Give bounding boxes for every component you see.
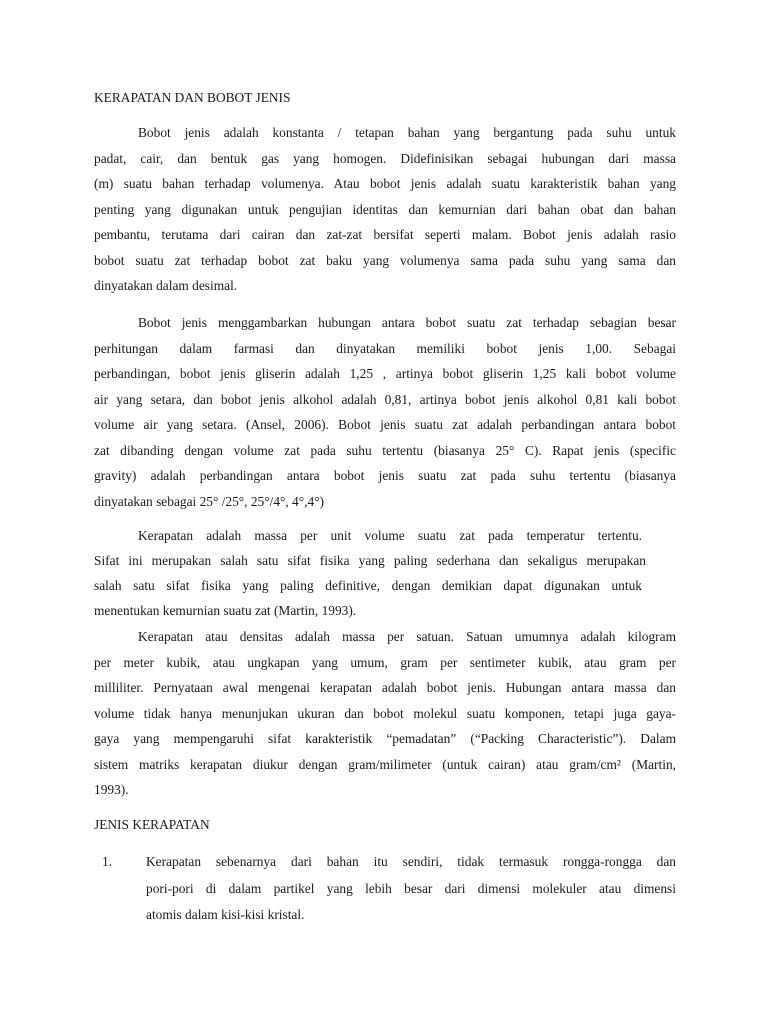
text-line: gaya yang mempengaruhi sifat karakteristik “pemadatan” (“Packing Characteristic”). Dalam <box>94 731 676 746</box>
text-line: padat, cair, dan bentuk gas yang homogen. Didefinisikan sebagai hubungan dari massa <box>94 150 676 166</box>
text-line: volume tidak hanya menunjukan ukuran dan bobot molekul suatu komponen, tetapi juga gaya- <box>94 705 676 721</box>
text-line: (m) suatu bahan terhadap volumenya. Atau bobot jenis adalah suatu karakteristik bahan yang <box>94 176 676 191</box>
text-line: Sifat ini merupakan salah satu sifat fisika yang paling sederhana dan sekaligus merupakan <box>94 553 646 568</box>
text-line: salah satu sifat fisika yang paling definitive, dengan demikian dapat digunakan untuk <box>94 578 642 593</box>
text-line: milliliter. Pernyataan awal mengenai kerapatan adalah bobot jenis. Hubungan antara massa dan <box>94 680 676 695</box>
text-line: menentukan kemurnian suatu zat (Martin, 1993). <box>94 603 357 618</box>
text-line: bobot suatu zat terhadap bobot zat baku yang volumenya sama pada suhu yang sama dan <box>94 252 676 268</box>
jenis-kerapatan-list <box>94 849 676 929</box>
paragraph-kerapatan-definition <box>94 523 676 623</box>
text-line: volume air yang setara. (Ansel, 2006). Bobot jenis suatu zat adalah perbandingan antara bobot <box>94 417 676 432</box>
text-line: 1993). <box>94 782 129 797</box>
paragraph-bobot-jenis-farmasi <box>94 310 676 514</box>
list-item <box>94 849 676 929</box>
text-line: Kerapatan atau densitas adalah massa per satuan. Satuan umumnya adalah kilogram <box>138 629 676 644</box>
text-line: per meter kubik, atau ungkapan yang umum, gram per sentimeter kubik, atau gram per <box>94 654 676 670</box>
text-line: air yang setara, dan bobot jenis alkohol adalah 0,81, artinya bobot jenis alkohol 0,81 kali bobot <box>94 391 676 407</box>
text-line: Kerapatan adalah massa per unit volume suatu zat pada temperatur tertentu. <box>138 528 642 543</box>
text-line: sistem matriks kerapatan diukur dengan gram/milimeter (untuk cairan) atau gram/cm² (Martin, <box>94 756 676 772</box>
list-item-number: 1. <box>102 854 113 869</box>
document-title: KERAPATAN DAN BOBOT JENIS <box>94 90 291 105</box>
section-heading: JENIS KERAPATAN <box>94 817 210 832</box>
text-line: perbandingan, bobot jenis gliserin adalah 1,25 , artinya bobot gliserin 1,25 kali bobot volume <box>94 366 676 381</box>
paragraph-bobot-jenis-definition <box>94 120 676 299</box>
text-line: dinyatakan dalam desimal. <box>94 278 238 293</box>
text-line: pembantu, terutama dari cairan dan zat-zat bersifat seperti malam. Bobot jenis adalah rasio <box>94 227 676 242</box>
paragraph-kerapatan-densitas <box>94 624 676 803</box>
text-line: dinyatakan sebagai 25° /25°, 25°/4°, 4°,4°) <box>94 493 324 509</box>
text-line: zat dibanding dengan volume zat pada suhu tertentu (biasanya 25° C). Rapat jenis (specific <box>94 442 676 458</box>
text-line: pori-pori di dalam partikel yang lebih besar dari dimensi molekuler atau dimensi <box>146 880 676 896</box>
text-line: Bobot jenis adalah konstanta / tetapan bahan yang bergantung pada suhu untuk <box>138 125 676 140</box>
text-line: penting yang digunakan untuk pengujian identitas dan kemurnian dari bahan obat dan bahan <box>94 201 676 217</box>
text-line: perhitungan dalam farmasi dan dinyatakan memiliki bobot jenis 1,00. Sebagai <box>94 340 676 356</box>
text-line: Kerapatan sebenarnya dari bahan itu sendiri, tidak termasuk rongga-rongga dan <box>146 854 676 869</box>
text-line: atomis dalam kisi-kisi kristal. <box>146 907 305 922</box>
list-item-text <box>146 849 676 929</box>
text-line: Bobot jenis menggambarkan hubungan antara bobot suatu zat terhadap sebagian besar <box>138 315 676 330</box>
text-line: gravity) adalah perbandingan antara bobot jenis suatu zat pada suhu tertentu (biasanya <box>94 468 676 483</box>
